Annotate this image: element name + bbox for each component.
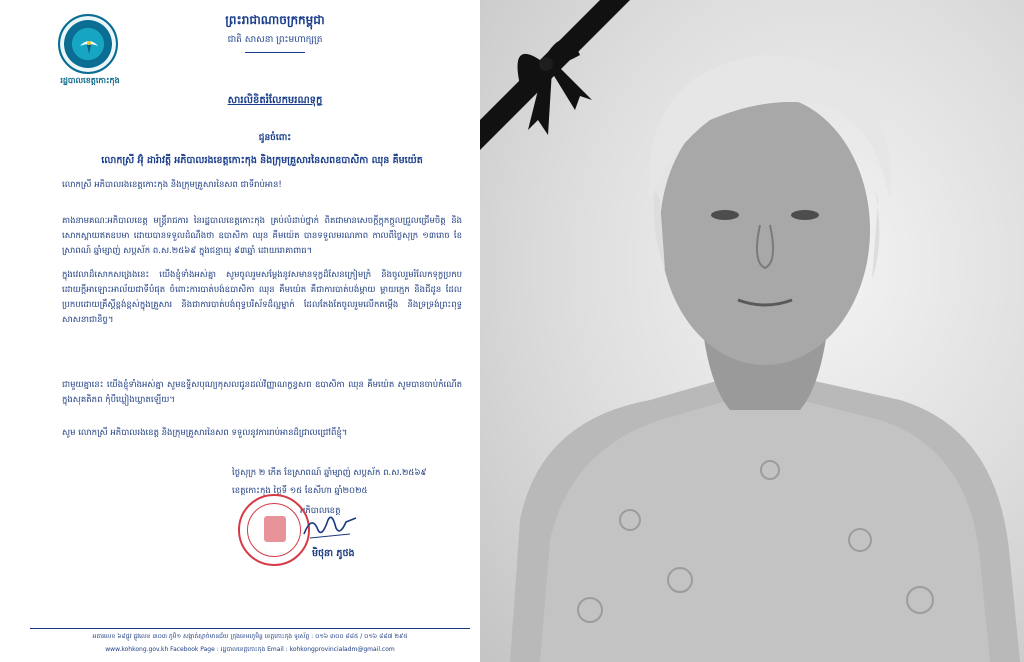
signer-position: អភិបាលខេត្ត [300,506,341,516]
paragraph-closing: សូម លោកស្រី អភិបាលរងខេត្ត និងក្រុមគ្រួសារនៃសព ទទួលនូវការរាប់អានដ៏ជ្រាលជ្រៅពីខ្ញុំ។ [62,428,348,438]
paragraph-condolence: ក្នុងវេលាដ៏សោកសង្រេងនេះ យើងខ្ញុំទាំងអស់គ្នា សូមចូលរួមសម្តែងនូវសមានទុក្ខដ៏សែនក្រៀមក្រំ និងចូលរួមរំលែកទុក្ខប្រកបដោយក្តីអាឡោះអាល័យជាទីបំផុត ចំពោះការបាត់បង់ឧបាសិកា ឈុន គឹមយ៉េត គឺជាការបាត់បង់ម្តាយ ម្តាយក្មេក និងជីដូន ដែលប្រកបដោយគ្រឹស្តីខ្ពង់ខ្ពស់ក្នុងគ្រួសារ និងជាការបាត់បង់ពុទ្ធបរិស័ទដ៏ល្អម្នាក់ ដែលតែងតែចូលរួមលើកតម្កើង និងទ្រទ្រង់ព្រះពុទ្ធសាសនាជានិច្ច។ [62,270,462,325]
bird-emblem-icon [78,34,100,56]
national-motto: ជាតិ សាសនា ព្រះមហាក្សត្រ [227,35,323,45]
document-title: សារលិខិតរំលែកមរណទុក្ខ [227,95,323,106]
signature-icon [300,508,360,542]
emblem-logo-icon [58,14,118,74]
signer-name: មិថុនា ភូថង [312,548,355,559]
footer-divider [30,628,470,629]
condolence-letter [0,0,480,662]
motto-divider [245,52,305,53]
organization-name: រដ្ឋបាលខេត្តកោះកុង [60,76,120,85]
footer-address: អគារលេខ ៦៨ផ្លូវ ផ្លូវលេខ ៣០៣ ភូមិ១ សង្កាត់ស្មាច់មានជ័យ ក្រុងខេមរភូមិន្ទ ខេត្តកោះកុង ទូរស័ព្ទ : ០១៦ ៣០០ ៨៨៥ / ០១៦ ៨៨៧ ២៩៥ [92,633,408,640]
seal-center-mark [264,516,286,542]
recipient-line: លោកស្រី អ៊ុំ ដារ៉ាវត្តី អភិបាលរងខេត្តកោះកុង និងក្រុមគ្រួសារនៃសពឧបាសិកា ឈុន គឹមយ៉េត [101,155,423,166]
paragraph-announcement: តាងនាមគណៈអភិបាលខេត្ត មន្ត្រីរាជការ នៃរដ្ឋបាលខេត្តកោះកុង គ្រប់លំដាប់ថ្នាក់ ពិតជាមានសេចក្តីក្តុកក្តួលជ្រួលជ្រើមចិត្ត និងសោកស្តាយឥតឧបមា ដោយបានទទួលដំណឹងថា ឧបាសិកា ឈុន គឹមយ៉េត បានទទួលមរណភាព កាលពីថ្ងៃសុក្រ ១៣រោច ខែស្រាពណ៍ ឆ្នាំម្សាញ់ សប្តស័ក ព.ស.២៥៦៩ ក្នុងជន្មាយុ ៩៣ឆ្នាំ ដោយរោគាពាធ។ [62,216,462,256]
solar-date: ខេត្តកោះកុង ថ្ងៃទី ១៥ ខែសីហា ឆ្នាំ២០២៥ [232,486,368,496]
footer-contact-links[interactable]: www.kohkong.gov.kh Facebook Page : រដ្ឋបាលខេត្តកោះកុង Email : kohkongprovincialadm@gmail.com [105,646,395,653]
kingdom-header: ព្រះរាជាណាចក្រកម្ពុជា [225,13,325,27]
memorial-photo-panel [480,0,1024,662]
lunar-date: ថ្ងៃសុក្រ ២ កើត ខែស្រាពណ៍ ឆ្នាំម្សាញ់ សប្តស័ក ព.ស.២៥៦៩ [232,468,427,478]
mourning-ribbon-icon [480,0,630,150]
salutation-heading: ជូនចំពោះ [258,133,292,143]
paragraph-dedication: ជាមួយគ្នានេះ យើងខ្ញុំទាំងអស់គ្នា សូមឧទ្ទិសបុណ្យកុសលជូនដល់វិញ្ញាណក្ខន្ធសព ឧបាសិកា ឈុន គឹមយ៉េត សូមបានចាប់កំណើតក្នុងសុគតិភព កុំបីឃ្លៀងឃ្លាតឡើយ។ [62,380,462,405]
paragraph-greeting: លោកស្រី អភិបាលរងខេត្តកោះកុង និងក្រុមគ្រួសារនៃសព ជាទីរាប់អាន! [62,180,282,190]
